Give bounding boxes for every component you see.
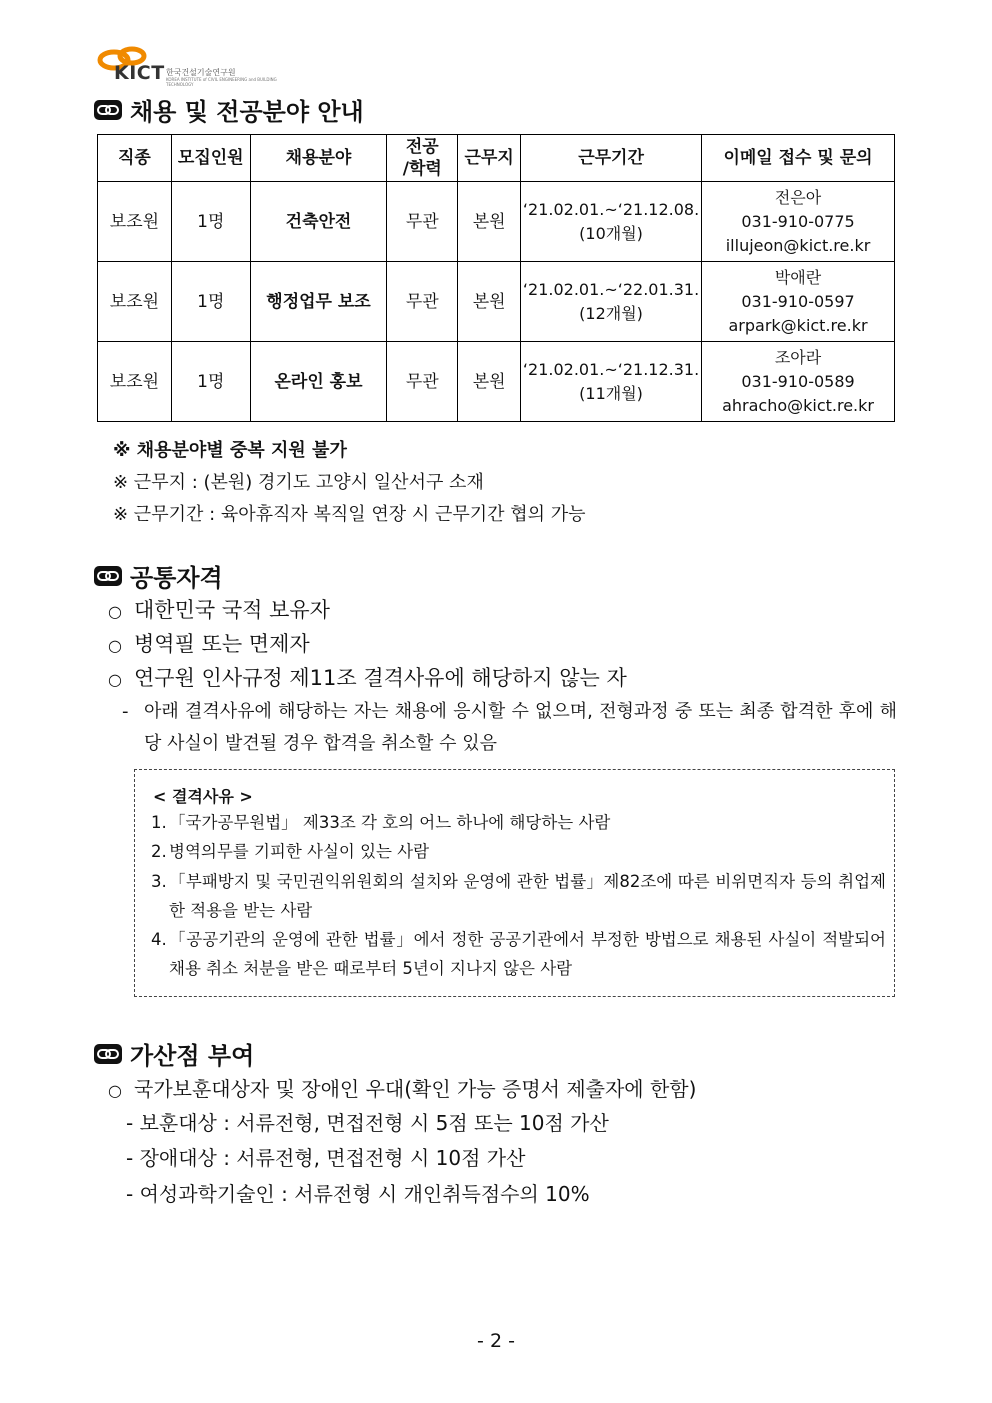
logo-subtitle-en: KOREA INSTITUTE of CIVIL ENGINEERING and BUILDING TECHNOLOGY: [166, 77, 277, 87]
chain-link-icon: [94, 566, 122, 586]
qualification-item: [108, 628, 310, 658]
work-period: [521, 182, 702, 262]
qualification-item: [108, 662, 627, 692]
disqualification-item: [151, 808, 886, 837]
header-cell: 이메일 접수 및 문의: [702, 135, 895, 182]
item-text: 「공공기관의 운영에 관한 법률」에서 정한 공공기관에서 부정한 방법으로 채용된 사실이 적발되어 채용 취소 처분을 받은 때로부터 5년이 지나지 않은 사람: [169, 930, 886, 978]
contact-phone: 031-910-0597: [741, 291, 855, 311]
contact-email[interactable]: illujeon@kict.re.kr: [725, 235, 871, 255]
disqualification-box: [134, 769, 895, 997]
location: 본원: [458, 182, 521, 262]
bullet-circle-icon: ○: [108, 636, 122, 655]
item-text: 병역의무를 기피한 사실이 있는 사람: [169, 842, 430, 861]
section-heading-recruitment: [94, 92, 364, 127]
item-number: 4.: [151, 930, 167, 949]
major: 무관: [387, 182, 458, 262]
bonus-sub-item: - 여성과학기술인 : 서류전형 시 개인취득점수의 10%: [126, 1182, 590, 1206]
chain-link-icon: [94, 1044, 122, 1064]
period-months: (10개월): [579, 223, 643, 243]
job-type: 보조원: [98, 262, 172, 342]
header-cell: 근무기간: [521, 135, 702, 182]
location: 본원: [458, 262, 521, 342]
table-row: [98, 262, 895, 342]
contact-name: 박애란: [774, 267, 822, 287]
headcount: 1명: [171, 182, 250, 262]
note-period: ※ 근무기간 : 육아휴직자 복직일 연장 시 근무기간 협의 가능: [113, 504, 586, 525]
header-cell: 전공 /학력: [387, 135, 458, 182]
logo-text: KICT: [114, 62, 165, 84]
item-number: 3.: [151, 872, 167, 891]
item-text: 「부패방지 및 국민권익위원회의 설치와 운영에 관한 법률」제82조에 따른 비위면직자 등의 취업제한 적용을 받는 사람: [169, 872, 886, 920]
headcount: 1명: [171, 262, 250, 342]
qualification-text: 연구원 인사규정 제11조 결격사유에 해당하지 않는 자: [134, 666, 627, 690]
job-field: 온라인 홍보: [250, 342, 387, 422]
period-dates: ‘21.02.01.~‘21.12.31.: [522, 359, 700, 379]
logo-subtitle: 한국건설기술연구원: [166, 68, 236, 77]
note-location: ※ 근무지 : (본원) 경기도 고양시 일산서구 소재: [113, 472, 484, 493]
page-number: - 2 -: [477, 1330, 515, 1352]
disqualification-note: [122, 696, 897, 760]
chain-link-icon: [94, 100, 122, 120]
contact-phone: 031-910-0775: [741, 211, 855, 231]
kict-logo: [96, 46, 296, 87]
dash-mark: -: [122, 701, 129, 722]
section-heading-qualifications: [94, 558, 223, 593]
bullet-circle-icon: ○: [108, 1081, 122, 1100]
period-months: (12개월): [579, 303, 643, 323]
item-text: 「국가공무원법」 제33조 각 호의 어느 하나에 해당하는 사람: [169, 813, 611, 832]
work-period: [521, 262, 702, 342]
job-field: 건축안전: [250, 182, 387, 262]
headcount: 1명: [171, 342, 250, 422]
disqualification-item: [151, 925, 886, 983]
table-row: [98, 342, 895, 422]
bonus-bullet-text: 국가보훈대상자 및 장애인 우대(확인 가능 증명서 제출자에 한함): [134, 1077, 697, 1101]
note-no-duplicate: ※ 채용분야별 중복 지원 불가: [113, 440, 347, 461]
contact: [702, 262, 895, 342]
period-dates: ‘21.02.01.~‘22.01.31.: [522, 279, 700, 299]
contact-name: 조아라: [774, 347, 822, 367]
section-heading-bonus-points: [94, 1036, 254, 1071]
box-title: < 결격사유 >: [153, 787, 253, 806]
job-type: 보조원: [98, 182, 172, 262]
disqualification-item: [151, 837, 886, 866]
qualification-text: 병역필 또는 면제자: [134, 632, 310, 656]
qualification-item: [108, 594, 330, 624]
table-header-row: [98, 135, 895, 182]
contact-name: 전은아: [774, 187, 822, 207]
contact: [702, 182, 895, 262]
section-title: 가산점 부여: [130, 1042, 255, 1070]
table-row: [98, 182, 895, 262]
recruitment-table: [97, 134, 895, 422]
location: 본원: [458, 342, 521, 422]
bonus-sub-item: - 보훈대상 : 서류전형, 면접전형 시 5점 또는 10점 가산: [126, 1111, 609, 1135]
contact-email[interactable]: ahracho@kict.re.kr: [722, 395, 874, 415]
major: 무관: [387, 262, 458, 342]
bullet-circle-icon: ○: [108, 602, 122, 621]
header-cell: 근무지: [458, 135, 521, 182]
item-number: 1.: [151, 813, 167, 832]
disqualification-item: [151, 867, 886, 925]
job-field: 행정업무 보조: [250, 262, 387, 342]
job-type: 보조원: [98, 342, 172, 422]
major: 무관: [387, 342, 458, 422]
contact-email[interactable]: arpark@kict.re.kr: [728, 315, 868, 335]
header-cell: 채용분야: [250, 135, 387, 182]
section-title: 채용 및 전공분야 안내: [130, 98, 364, 126]
header-cell: 직종: [98, 135, 172, 182]
header-cell: 모집인원: [171, 135, 250, 182]
qualification-text: 대한민국 국적 보유자: [134, 598, 330, 622]
contact: [702, 342, 895, 422]
bonus-sub-item: - 장애대상 : 서류전형, 면접전형 시 10점 가산: [126, 1146, 526, 1170]
disqualification-note-text: 아래 결격사유에 해당하는 자는 채용에 응시할 수 없으며, 전형과정 중 또는 최종 합격한 후에 해당 사실이 발견될 경우 합격을 취소할 수 있음: [144, 701, 897, 754]
item-number: 2.: [151, 842, 167, 861]
period-dates: ‘21.02.01.~‘21.12.08.: [522, 199, 700, 219]
period-months: (11개월): [579, 383, 643, 403]
work-period: [521, 342, 702, 422]
section-title: 공통자격: [130, 564, 223, 592]
bullet-circle-icon: ○: [108, 670, 122, 689]
contact-phone: 031-910-0589: [741, 371, 855, 391]
bonus-bullet: [108, 1073, 696, 1102]
